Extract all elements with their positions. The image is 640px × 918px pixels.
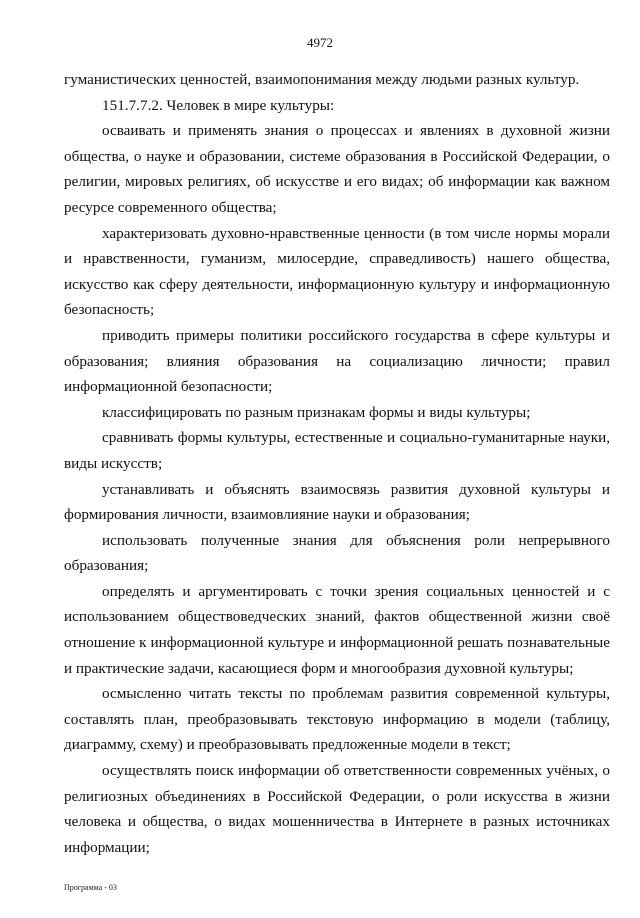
footer-program-label: Программа - 03 [64,883,117,892]
paragraph: осваивать и применять знания о процессах и явлениях в духовной жизни общества, о науке и образовании, системе образования в Российской Федерации, о религии, мировых религиях, об искусстве и его видах; об информации как важном ресурсе современного общества; [64,122,610,216]
paragraph: осуществлять поиск информации об ответственности современных учёных, о религиозных объединениях в Российской Федерации, о роли искусства в жизни человека и общества, о видах мошенничества в Интернете в разных источниках информации; [64,762,610,856]
paragraph: использовать полученные знания для объяснения роли непрерывного образования; [64,531,610,575]
paragraph: классифицировать по разным признакам формы и виды культуры; [102,403,531,421]
paragraph: характеризовать духовно-нравственные ценности (в том числе нормы морали и нравственности, гуманизм, милосердие, справедливость) нашего общества, искусство как сферу деятельности, информационную культуру и информационную безопасность; [64,224,610,319]
paragraph-continuation: гуманистических ценностей, взаимопонимания между людьми разных культур. [64,71,580,88]
paragraph: определять и аргументировать с точки зрения социальных ценностей и с использованием обществоведческих знаний, фактов общественной жизни своё отношение к информационной культуре и информационной решать познавательные и практические задачи, касающиеся форм и многообразия духовной культуры; [64,582,610,677]
section-heading: 151.7.7.2. Человек в мире культуры: [102,96,335,114]
paragraph: осмысленно читать тексты по проблемам развития современной культуры, составлять план, преобразовывать текстовую информацию в модели (таблицу, диаграмму, схему) и преобразовывать предложенные модели в текст; [64,685,610,754]
document-body [64,67,610,860]
paragraph: приводить примеры политики российского государства в сфере культуры и образования; влияния образования на социализацию личности; правил информационной безопасности; [64,326,610,396]
paragraph: сравнивать формы культуры, естественные и социально-гуманитарные науки, виды искусств; [64,429,610,472]
paragraph: устанавливать и объяснять взаимосвязь развития духовной культуры и формирования личности, взаимовлияние науки и образования; [64,480,610,524]
page-number: 4972 [307,35,333,50]
